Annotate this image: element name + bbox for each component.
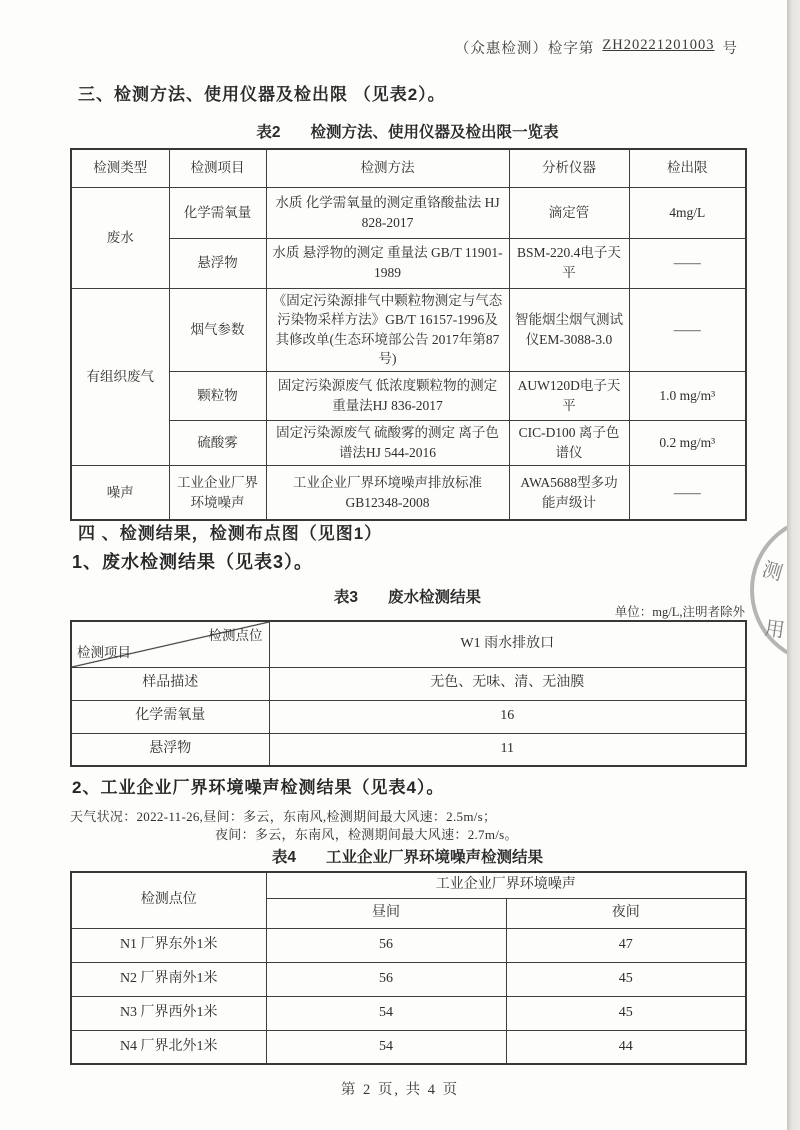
cell-type-organized-gas: 有组织废气 [71, 288, 169, 465]
cell-item: 化学需氧量 [71, 700, 269, 733]
table-row [71, 962, 746, 996]
cell-item: 样品描述 [71, 667, 269, 700]
table-row [71, 667, 746, 700]
page-number: 第 2 页, 共 4 页 [340, 1082, 460, 1098]
weather-line-1: 天气状况：2022-11-26,昼间：多云，东南风,检测期间最大风速：2.5m/s； [70, 809, 497, 824]
cell-type-wastewater: 废水 [71, 187, 169, 288]
unit-note: 单位：mg/L,注明者除外 [614, 605, 745, 619]
cell-limit: —— [629, 288, 746, 371]
cell-limit: 0.2 mg/m³ [629, 420, 746, 465]
cell-instrument: 滴定管 [509, 187, 629, 238]
diagonal-header-cell [71, 621, 269, 667]
subsection-2-title: 2、工业企业厂界环境噪声检测结果（见表4）。 [72, 778, 445, 797]
table-row [71, 238, 746, 288]
cell-item: 悬浮物 [71, 733, 269, 766]
table2-caption [70, 120, 745, 142]
cell-item: 工业企业厂界环境噪声 [169, 465, 266, 520]
cell-item: 悬浮物 [169, 238, 266, 288]
table2-caption-no: 表2 [256, 124, 281, 141]
col-header-item: 检测项目 [169, 149, 266, 187]
cell-group-header: 工业企业厂界环境噪声 [266, 872, 746, 898]
table-row [71, 288, 746, 371]
table2-caption-text: 检测方法、使用仪器及检出限一览表 [310, 124, 559, 141]
cell-night-value: 45 [506, 962, 746, 996]
cell-corner-site: 检测点位 [71, 872, 266, 928]
table-row [71, 465, 746, 520]
cell-site: N1 厂界东外1米 [71, 928, 266, 962]
table-header-row [71, 872, 746, 898]
cell-instrument: BSM-220.4电子天平 [509, 238, 629, 288]
cell-method: 水质 悬浮物的测定 重量法 GB/T 11901-1989 [266, 238, 509, 288]
cell-method: 固定污染源废气 低浓度颗粒物的测定 重量法HJ 836-2017 [266, 371, 509, 420]
col-header-instrument: 分析仪器 [509, 149, 629, 187]
col-header-day: 昼间 [266, 898, 506, 928]
section-4-title: 四 、检测结果，检测布点图（见图1） [78, 524, 383, 543]
col-header-type: 检测类型 [71, 149, 169, 187]
table-noise-results [70, 871, 747, 1065]
table-row [71, 1030, 746, 1064]
cell-site: N3 厂界西外1米 [71, 996, 266, 1030]
cell-day-value: 56 [266, 962, 506, 996]
cell-type-noise: 噪声 [71, 465, 169, 520]
table4-caption-text: 工业企业厂界环境噪声检测结果 [326, 849, 544, 866]
table-row [71, 187, 746, 238]
table-header-row [71, 621, 746, 667]
cell-site: N4 厂界北外1米 [71, 1030, 266, 1064]
cell-value: 16 [269, 700, 746, 733]
col-header-method: 检测方法 [266, 149, 509, 187]
seal-char-bottom: 用 [763, 617, 787, 643]
report-ref-suffix: 号 [722, 41, 738, 57]
table3-caption-text: 废水检测结果 [388, 589, 482, 606]
table-row [71, 996, 746, 1030]
cell-limit: 1.0 mg/m³ [629, 371, 746, 420]
cell-method: 工业企业厂界环境噪声排放标准 GB12348-2008 [266, 465, 509, 520]
subsection-1-title: 1、废水检测结果（见表3）。 [72, 552, 314, 572]
section-3-title: 三、检测方法、使用仪器及检出限 （见表2）。 [78, 85, 446, 104]
corner-label-site: 检测点位 [208, 628, 263, 643]
cell-day-value: 56 [266, 928, 506, 962]
cell-value: 11 [269, 733, 746, 766]
cell-night-value: 45 [506, 996, 746, 1030]
cell-limit: 4mg/L [629, 187, 746, 238]
cell-method: 《固定污染源排气中颗粒物测定与气态污染物采样方法》GB/T 16157-1996及其修改单(生态环境部公告 2017年第87号) [266, 288, 509, 371]
cell-value: 无色、无味、清、无油膜 [269, 667, 746, 700]
table4-caption [70, 845, 745, 867]
cell-night-value: 47 [506, 928, 746, 962]
col-header-night: 夜间 [506, 898, 746, 928]
report-ref-prefix: （众惠检测）检字第 [454, 41, 595, 57]
table-wastewater-results [70, 620, 747, 767]
table-methods-instruments [70, 148, 747, 521]
table-row [71, 700, 746, 733]
cell-site: N2 厂界南外1米 [71, 962, 266, 996]
table3-caption-no: 表3 [333, 589, 359, 606]
report-ref-line [0, 37, 738, 58]
report-ref-number: ZH20221201003 [602, 37, 715, 53]
cell-day-value: 54 [266, 996, 506, 1030]
cell-site-header: W1 雨水排放口 [269, 621, 746, 667]
cell-limit: —— [629, 465, 746, 520]
corner-label-item: 检测项目 [77, 644, 131, 660]
weather-line-2: 夜间：多云，东南风，检测期间最大风速：2.7m/s。 [215, 827, 518, 842]
cell-instrument: AUW120D电子天平 [509, 371, 629, 420]
cell-item: 硫酸雾 [169, 420, 266, 465]
cell-item: 颗粒物 [169, 371, 266, 420]
table-row [71, 928, 746, 962]
cell-method: 水质 化学需氧量的测定重铬酸盐法 HJ 828-2017 [266, 187, 509, 238]
cell-instrument: AWA5688型多功能声级计 [509, 465, 629, 520]
scan-edge-shadow [787, 0, 800, 1130]
table-header-row [71, 149, 746, 187]
seal-char-top: 测 [759, 558, 785, 586]
table-row [71, 733, 746, 766]
cell-day-value: 54 [266, 1030, 506, 1064]
cell-method: 固定污染源废气 硫酸雾的测定 离子色谱法HJ 544-2016 [266, 420, 509, 465]
col-header-limit: 检出限 [629, 149, 746, 187]
cell-item: 烟气参数 [169, 288, 266, 371]
cell-limit: —— [629, 238, 746, 288]
cell-instrument: CIC-D100 离子色谱仪 [509, 420, 629, 465]
cell-instrument: 智能烟尘烟气测试仪EM-3088-3.0 [509, 288, 629, 371]
table4-caption-no: 表4 [271, 849, 297, 866]
cell-item: 化学需氧量 [169, 187, 266, 238]
cell-night-value: 44 [506, 1030, 746, 1064]
table-row [71, 420, 746, 465]
table-row [71, 371, 746, 420]
